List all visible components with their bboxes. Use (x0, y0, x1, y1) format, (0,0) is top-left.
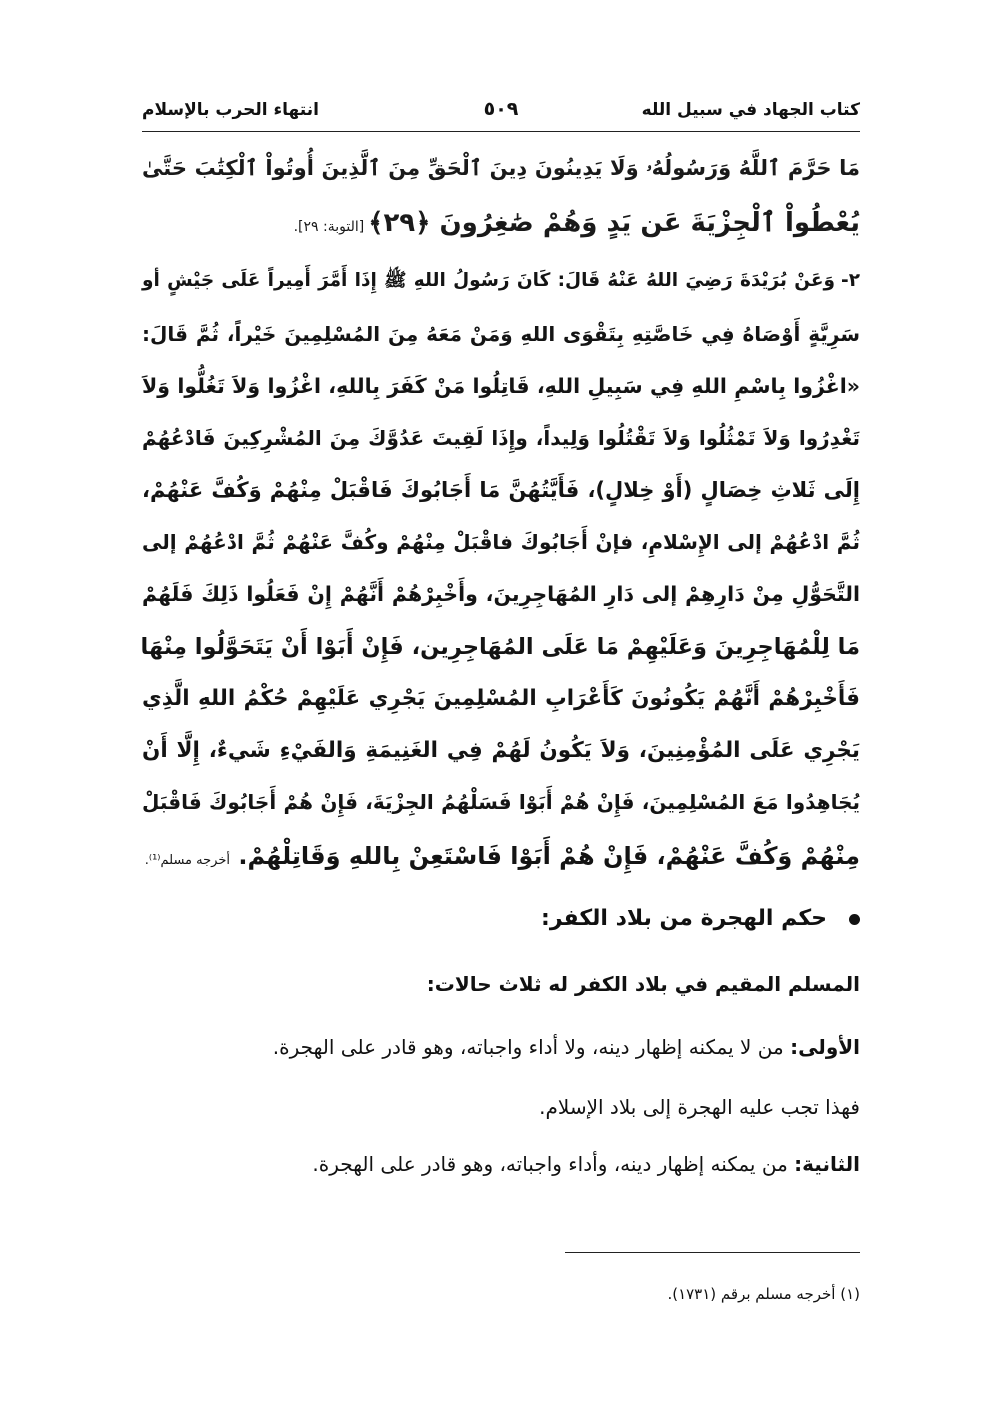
quran-line: مَا حَرَّمَ ٱللَّهُ وَرَسُولُهُۥ وَلَا يَدِينُونَ دِينَ ٱلْحَقِّ مِنَ ٱلَّذِينَ أُوتُواْ ٱلْكِتَٰبَ حَتَّىٰ (142, 156, 860, 180)
hadith-line: إِلَى ثَلاثِ خِصَالٍ (أَوْ خِلالٍ)، فَأَيَّتُهُنَّ مَا أَجَابُوكَ فَاقْبَلْ مِنْهُمْ وَكُفَّ عَنْهُمْ، (142, 478, 860, 502)
footnote: (١) أخرجه مسلم برقم (١٧٣١). (667, 1285, 860, 1303)
page-number: ٥٠٩ (483, 98, 519, 120)
case-first (273, 1035, 860, 1059)
section-heading (541, 906, 860, 931)
hadith-line: فَأَخْبِرْهُمْ أَنَّهُمْ يَكُونُونَ كَأَعْرَابِ المُسْلِمِينَ يَجْرِي عَلَيْهِمْ حُكْمُ اللهِ الَّذِي (142, 686, 860, 711)
case-first-label: الأولى: (790, 1035, 860, 1059)
hadith-line-text: مِنْهُمْ وَكُفَّ عَنْهُمْ، فَإِنْ هُمْ أَبَوْا فَاسْتَعِنْ بِاللهِ وَقَاتِلْهُمْ. (238, 842, 860, 870)
hadith-line: يُجَاهِدُوا مَعَ المُسْلِمِينَ، فَإِنْ هُمْ أَبَوْا فَسَلْهُمُ الجِزْيَةَ، فَإِنْ هُمْ أَجَابُوكَ فَاقْبَلْ (142, 790, 860, 814)
section-subheading: المسلم المقيم في بلاد الكفر له ثلاث حالات: (426, 972, 860, 996)
hadith-number: ٢- (841, 270, 860, 291)
hadith-line: «اغْزُوا بِاسْمِ اللهِ فِي سَبِيلِ اللهِ، قَاتِلُوا مَنْ كَفَرَ بِاللهِ، اغْزُوا وَلاَ تَغُلُّوا وَلاَ (142, 374, 860, 398)
quran-verse (142, 150, 860, 260)
hadith-line: سَرِيَّةٍ أَوْصَاهُ فِي خَاصَّتِهِ بِتَقْوَى اللهِ وَمَنْ مَعَهُ مِنَ المُسْلِمِينَ خَيْراً، ثُمَّ قَالَ: (142, 322, 860, 346)
hadith-line: التَّحَوُّلِ مِنْ دَارِهِمْ إلى دَارِ المُهَاجِرِينَ، وأَخْبِرْهُمْ أَنَّهُمْ إِنْ فَعَلُوا ذَلِكَ فَلَهُمْ (142, 582, 860, 606)
footnote-divider (565, 1252, 860, 1253)
case-second-label: الثانية: (794, 1152, 860, 1176)
hadith-line (142, 842, 860, 870)
hadith-line: يَجْرِي عَلَى المُؤْمِنِينَ، وَلاَ يَكُونُ لَهُمْ فِي الغَنِيمَةِ وَالفَيْءِ شَيءٌ، إِلَّا أَنْ (142, 738, 860, 763)
hadith-line-text: وَعَنْ بُرَيْدَةَ رَضِيَ اللهُ عَنْهُ قَالَ: كَانَ رَسُولُ اللهِ ﷺ إِذَا أَمَّرَ أَمِيراً عَلَى جَيْشٍ أو (142, 270, 836, 291)
case-first-text: من لا يمكنه إظهار دينه، ولا أداء واجباته، وهو قادر على الهجرة. (272, 1035, 784, 1059)
bullet-icon (849, 914, 860, 925)
book-title: كتاب الجهاد في سبيل الله (641, 100, 860, 120)
hadith-line: مَا لِلْمُهَاجِرِينَ وَعَلَيْهِمْ مَا عَلَى المُهَاجِرِين، فَإِنْ أَبَوْا أَنْ يَتَحَوَّلُوا مِنْهَا (140, 634, 860, 660)
case-second-text: من يمكنه إظهار دينه، وأداء واجباته، وهو قادر على الهجرة. (312, 1152, 788, 1176)
quran-line (142, 208, 860, 238)
hadith-line: تَغْدِرُوا وَلاَ تَمْثُلُوا وَلاَ تَقْتُلُوا وَلِيداً، وإِذَا لَقِيتَ عَدُوَّكَ مِنَ المُشْرِكِينَ فَادْعُهُمْ (142, 426, 860, 450)
hadith-line: ثُمَّ ادْعُهُمْ إلى الإِسْلامِ، فإنْ أَجَابُوكَ فاقْبَلْ مِنْهُمْ وكُفَّ عَنْهُمْ ثُمَّ ادْعُهُمْ إلى (142, 530, 860, 554)
quran-reference: [التوبة: ٢٩]. (293, 219, 365, 235)
hadith-line (142, 270, 860, 296)
header-divider (142, 131, 860, 132)
hadith-block (142, 270, 860, 890)
chapter-title: انتهاء الحرب بالإسلام (142, 100, 319, 120)
hadith-source: أخرجه مسلم⁽¹⁾. (144, 853, 230, 868)
section-heading-text: حكم الهجرة من بلاد الكفر: (541, 906, 827, 931)
running-header (142, 96, 860, 130)
case-first-ruling: فهذا تجب عليه الهجرة إلى بلاد الإسلام. (539, 1095, 860, 1119)
quran-line-text: يُعْطُواْ ٱلْجِزْيَةَ عَن يَدٍ وَهُمْ صَٰغِرُونَ ﴿٢٩﴾ (368, 208, 860, 238)
case-second (312, 1152, 860, 1176)
